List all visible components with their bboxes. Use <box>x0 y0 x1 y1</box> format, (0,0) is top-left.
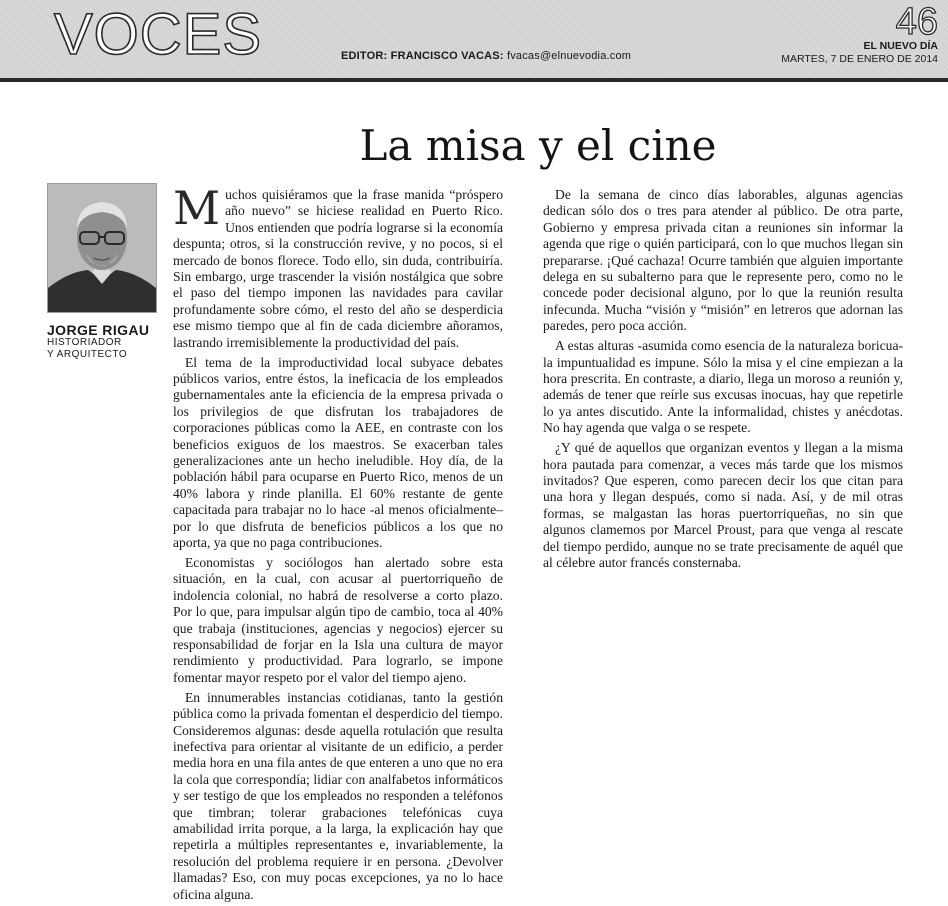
article-paragraph: ¿Y qué de aquellos que organizan eventos y llegan a la misma hora pautada para comenzar, a veces más tarde que los mismos invitados? Que esperen, como parecen decir los que citan para una hora y llegan después, como si nada. Así, y de mil otras formas, se malgastan las horas puertorriqueñas, no sin que algunos clamemos por Marcel Proust, para que venga al rescate del tiempo perdido, aunque no se trate precisamente de aquél que al célebre autor francés consternaba. <box>543 440 903 570</box>
page-number: 46 <box>895 1 938 43</box>
article-column-2 <box>543 187 903 575</box>
publication-date: MARTES, 7 DE ENERO DE 2014 <box>781 53 938 65</box>
paragraph-text: uchos quisiéramos que la frase manida “próspero año nuevo” se hiciese realidad en Puerto Rico. Unos entienden que podría lograrse si la economía despunta; otros, si la construcción revive, y no pocos, si el mercado de bonos florece. Todo ello, sin duda, contribuiría. Sin embargo, urge trascender la visión nostálgica que sobre el paso del tiempo imponen las navidades para cavilar profundamente sobre cómo, el resto del año se desperdicia ese mismo tiempo que al fin de cada diciembre añoramos, lastrando irremisiblemente la productividad del país. <box>173 187 503 350</box>
article-paragraph: De la semana de cinco días laborables, algunas agencias dedican sólo dos o tres para atender al público. De otra parte, Gobierno y empresa privada citan a reuniones sin informar la agenda que rige o quién participará, con lo que muchos llegan sin prepararse. ¡Qué cachaza! Ocurre también que alguien importante delega en su subalterno para que le represente pero, como no le concede poder decisional alguno, por lo que la reunión resulta infecunda. Mucha “visión y “misión” en letreros que adornan las paredes, pero poca acción. <box>543 187 903 334</box>
article-paragraph: A estas alturas -asumida como esencia de la naturaleza boricua- la impuntualidad es impune. Sólo la misa y el cine empiezan a la hora prescrita. En contraste, a diario, llega un moroso a reunión y, además de tener que reírle sus excusas inocuas, hay que repetirle lo ya antes discutido. Ante la informalidad, chistes y anécdotas. No hay agenda que valga o se respete. <box>543 338 903 436</box>
newspaper-name: EL NUEVO DÍA <box>863 40 938 52</box>
article-headline: La misa y el cine <box>359 121 717 170</box>
article-column-1 <box>173 181 503 906</box>
author-portrait-icon <box>48 184 156 312</box>
author-role-line: HISTORIADOR <box>47 337 122 348</box>
drop-cap: M <box>173 181 221 235</box>
editor-label: EDITOR: FRANCISCO VACAS: <box>341 50 504 62</box>
author-role <box>47 337 167 361</box>
author-role-line: Y ARQUITECTO <box>47 349 128 360</box>
section-title: VOCES <box>54 2 263 67</box>
article-paragraph <box>173 181 503 351</box>
editor-credit <box>341 50 631 62</box>
article-paragraph: En innumerables instancias cotidianas, tanto la gestión pública como la privada fomentan el desperdicio del tiempo. Consideremos algunas: desde aquella rotulación que resulta inefectiva para orientar al visitante de un edificio, a perder media hora en una fila antes de que enteren a uno que no era la cola que correspondía; lidiar con analfabetos informáticos y ser testigo de que los empleados no responden a teléfonos que timbran; tolerar grabaciones telefónicas cuya amabilidad irrita porque, a la larga, la explicación hay que repetirla a múltiples representantes e, invariablemente, la resolución del problema requiere ir en persona. ¿Devolver llamadas? Eso, con muy pocas excepciones, ya no lo hace oficina alguna. <box>173 689 503 902</box>
page-header <box>0 0 948 82</box>
article-paragraph: El tema de la improductividad local subyace debates públicos varios, entre éstos, la ineficacia de los empleados gubernamentales ante la eficiencia de la empresa privada o los privilegios de que disfrutan los trabajadores de corporaciones públicas como la AEE, en contraste con los beneficios exiguos de los maestros. Se exacerban tales generalizaciones ante un hecho ineludible. Hoy día, de la población hábil para ocuparse en Puerto Rico, menos de un 40% labora y rinde planilla. El 60% restante de gente capacitada para trabajar no lo hace -al menos oficialmente– por lo que disfruta de beneficios públicos a los que no aporta, ya que no paga contribuciones. <box>173 354 503 551</box>
editor-email: fvacas@elnuevodia.com <box>506 50 632 62</box>
author-name: JORGE RIGAU <box>47 322 150 338</box>
author-photo <box>47 183 157 313</box>
article-paragraph: Economistas y sociólogos han alertado sobre esta situación, en la cual, con acusar al puertorriqueño de indolencia colonial, no habrá de resolverse a corto plazo. Por lo que, para impulsar algún tipo de cambio, toca al 40% que trabaja (instituciones, agencias y negocios) ejercer su responsabilidad de forjar en la Isla una cultura de mayor rendimiento y productividad. Para lograrlo, se impone fomentar mayor respeto por el valor del tiempo ajeno. <box>173 554 503 685</box>
